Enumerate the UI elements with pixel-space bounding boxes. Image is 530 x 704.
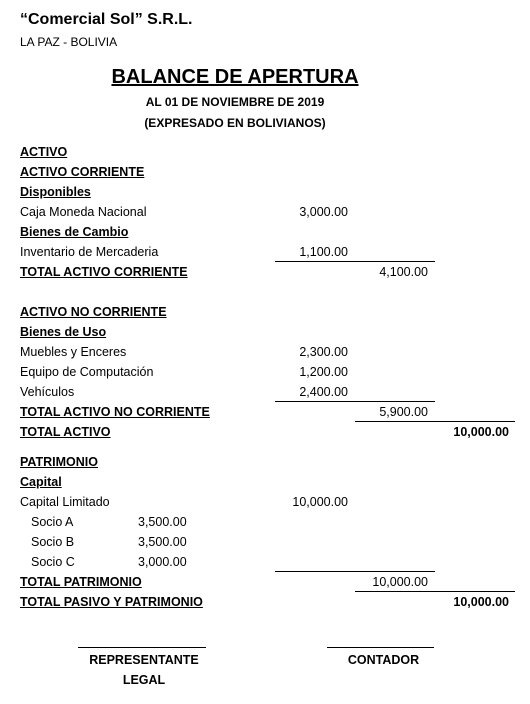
disponibles-heading [20,183,520,203]
subtotal-rule [275,261,435,262]
inventario-label: Inventario de Mercaderia [20,245,159,259]
activo-corriente-heading-label: ACTIVO CORRIENTE [20,165,145,179]
socio-value: 3,000.00 [138,555,187,569]
capital-heading-label: Capital [20,475,62,489]
company-name: “Comercial Sol” S.R.L. [20,11,193,28]
caja-label: Caja Moneda Nacional [20,205,147,219]
signature-line-contador [327,647,434,648]
activo-no-corriente-heading [20,303,520,323]
document-date: AL 01 DE NOVIEMBRE DE 2019 [145,95,325,109]
muebles-label: Muebles y Enceres [20,345,127,359]
patrimonio-heading [20,453,520,473]
subtotal-rule [275,571,435,572]
socio-row [20,553,520,573]
activo-no-corriente-heading-label: ACTIVO NO CORRIENTE [20,305,167,319]
total-activo-value: 10,000.00 [453,425,509,439]
signature-legal-label: LEGAL [122,673,166,687]
vehiculos-row [20,383,520,403]
total-activo-no-corriente-value: 5,900.00 [379,405,428,419]
disponibles-heading-label: Disponibles [20,185,91,199]
capital-limitado-value: 10,000.00 [292,495,348,509]
muebles-row [20,343,520,363]
inventario-value: 1,100.00 [299,245,348,259]
activo-heading-label: ACTIVO [20,145,68,159]
patrimonio-heading-label: PATRIMONIO [20,455,99,469]
equipo-row [20,363,520,383]
total-pasivo-patrimonio-row [20,593,520,613]
activo-corriente-heading [20,163,520,183]
muebles-value: 2,300.00 [299,345,348,359]
bienes-cambio-heading-label: Bienes de Cambio [20,225,129,239]
signature-representante-label: REPRESENTANTE [89,653,199,667]
vehiculos-label: Vehículos [20,385,75,399]
caja-value: 3,000.00 [299,205,348,219]
total-patrimonio-row [20,573,520,593]
total-pasivo-patrimonio-value: 10,000.00 [453,595,509,609]
total-activo-corriente-value: 4,100.00 [379,265,428,279]
socio-row [20,513,520,533]
signature-line-representante [78,647,206,648]
capital-limitado-label: Capital Limitado [20,495,110,509]
socio-name: Socio B [31,535,75,549]
total-activo-corriente-row [20,263,520,283]
bienes-uso-heading-label: Bienes de Uso [20,325,107,339]
total-patrimonio-label: TOTAL PATRIMONIO [20,575,142,589]
capital-heading [20,473,520,493]
company-city: LA PAZ - BOLIVIA [20,35,118,49]
capital-limitado-row [20,493,520,513]
signature-contador-label: CONTADOR [347,653,420,667]
socio-value: 3,500.00 [138,515,187,529]
socio-value: 3,500.00 [138,535,187,549]
total-pasivo-patrimonio-label: TOTAL PASIVO Y PATRIMONIO [20,595,203,609]
equipo-value: 1,200.00 [299,365,348,379]
total-rule [355,591,515,592]
total-patrimonio-value: 10,000.00 [372,575,428,589]
document-currency: (EXPRESADO EN BOLIVIANOS) [144,116,326,130]
bienes-uso-heading [20,323,520,343]
caja-row [20,203,520,223]
inventario-row [20,243,520,263]
vehiculos-value: 2,400.00 [299,385,348,399]
total-rule [355,421,515,422]
bienes-cambio-heading [20,223,520,243]
total-activo-label: TOTAL ACTIVO [20,425,111,439]
subtotal-rule [275,401,435,402]
socio-row [20,533,520,553]
total-activo-no-corriente-label: TOTAL ACTIVO NO CORRIENTE [20,405,210,419]
socio-name: Socio A [31,515,74,529]
total-activo-no-corriente-row [20,403,520,423]
document-title: BALANCE DE APERTURA [111,66,359,88]
activo-heading [20,143,520,163]
equipo-label: Equipo de Computación [20,365,154,379]
socio-name: Socio C [31,555,75,569]
total-activo-corriente-label: TOTAL ACTIVO CORRIENTE [20,265,188,279]
total-activo-row [20,423,520,443]
